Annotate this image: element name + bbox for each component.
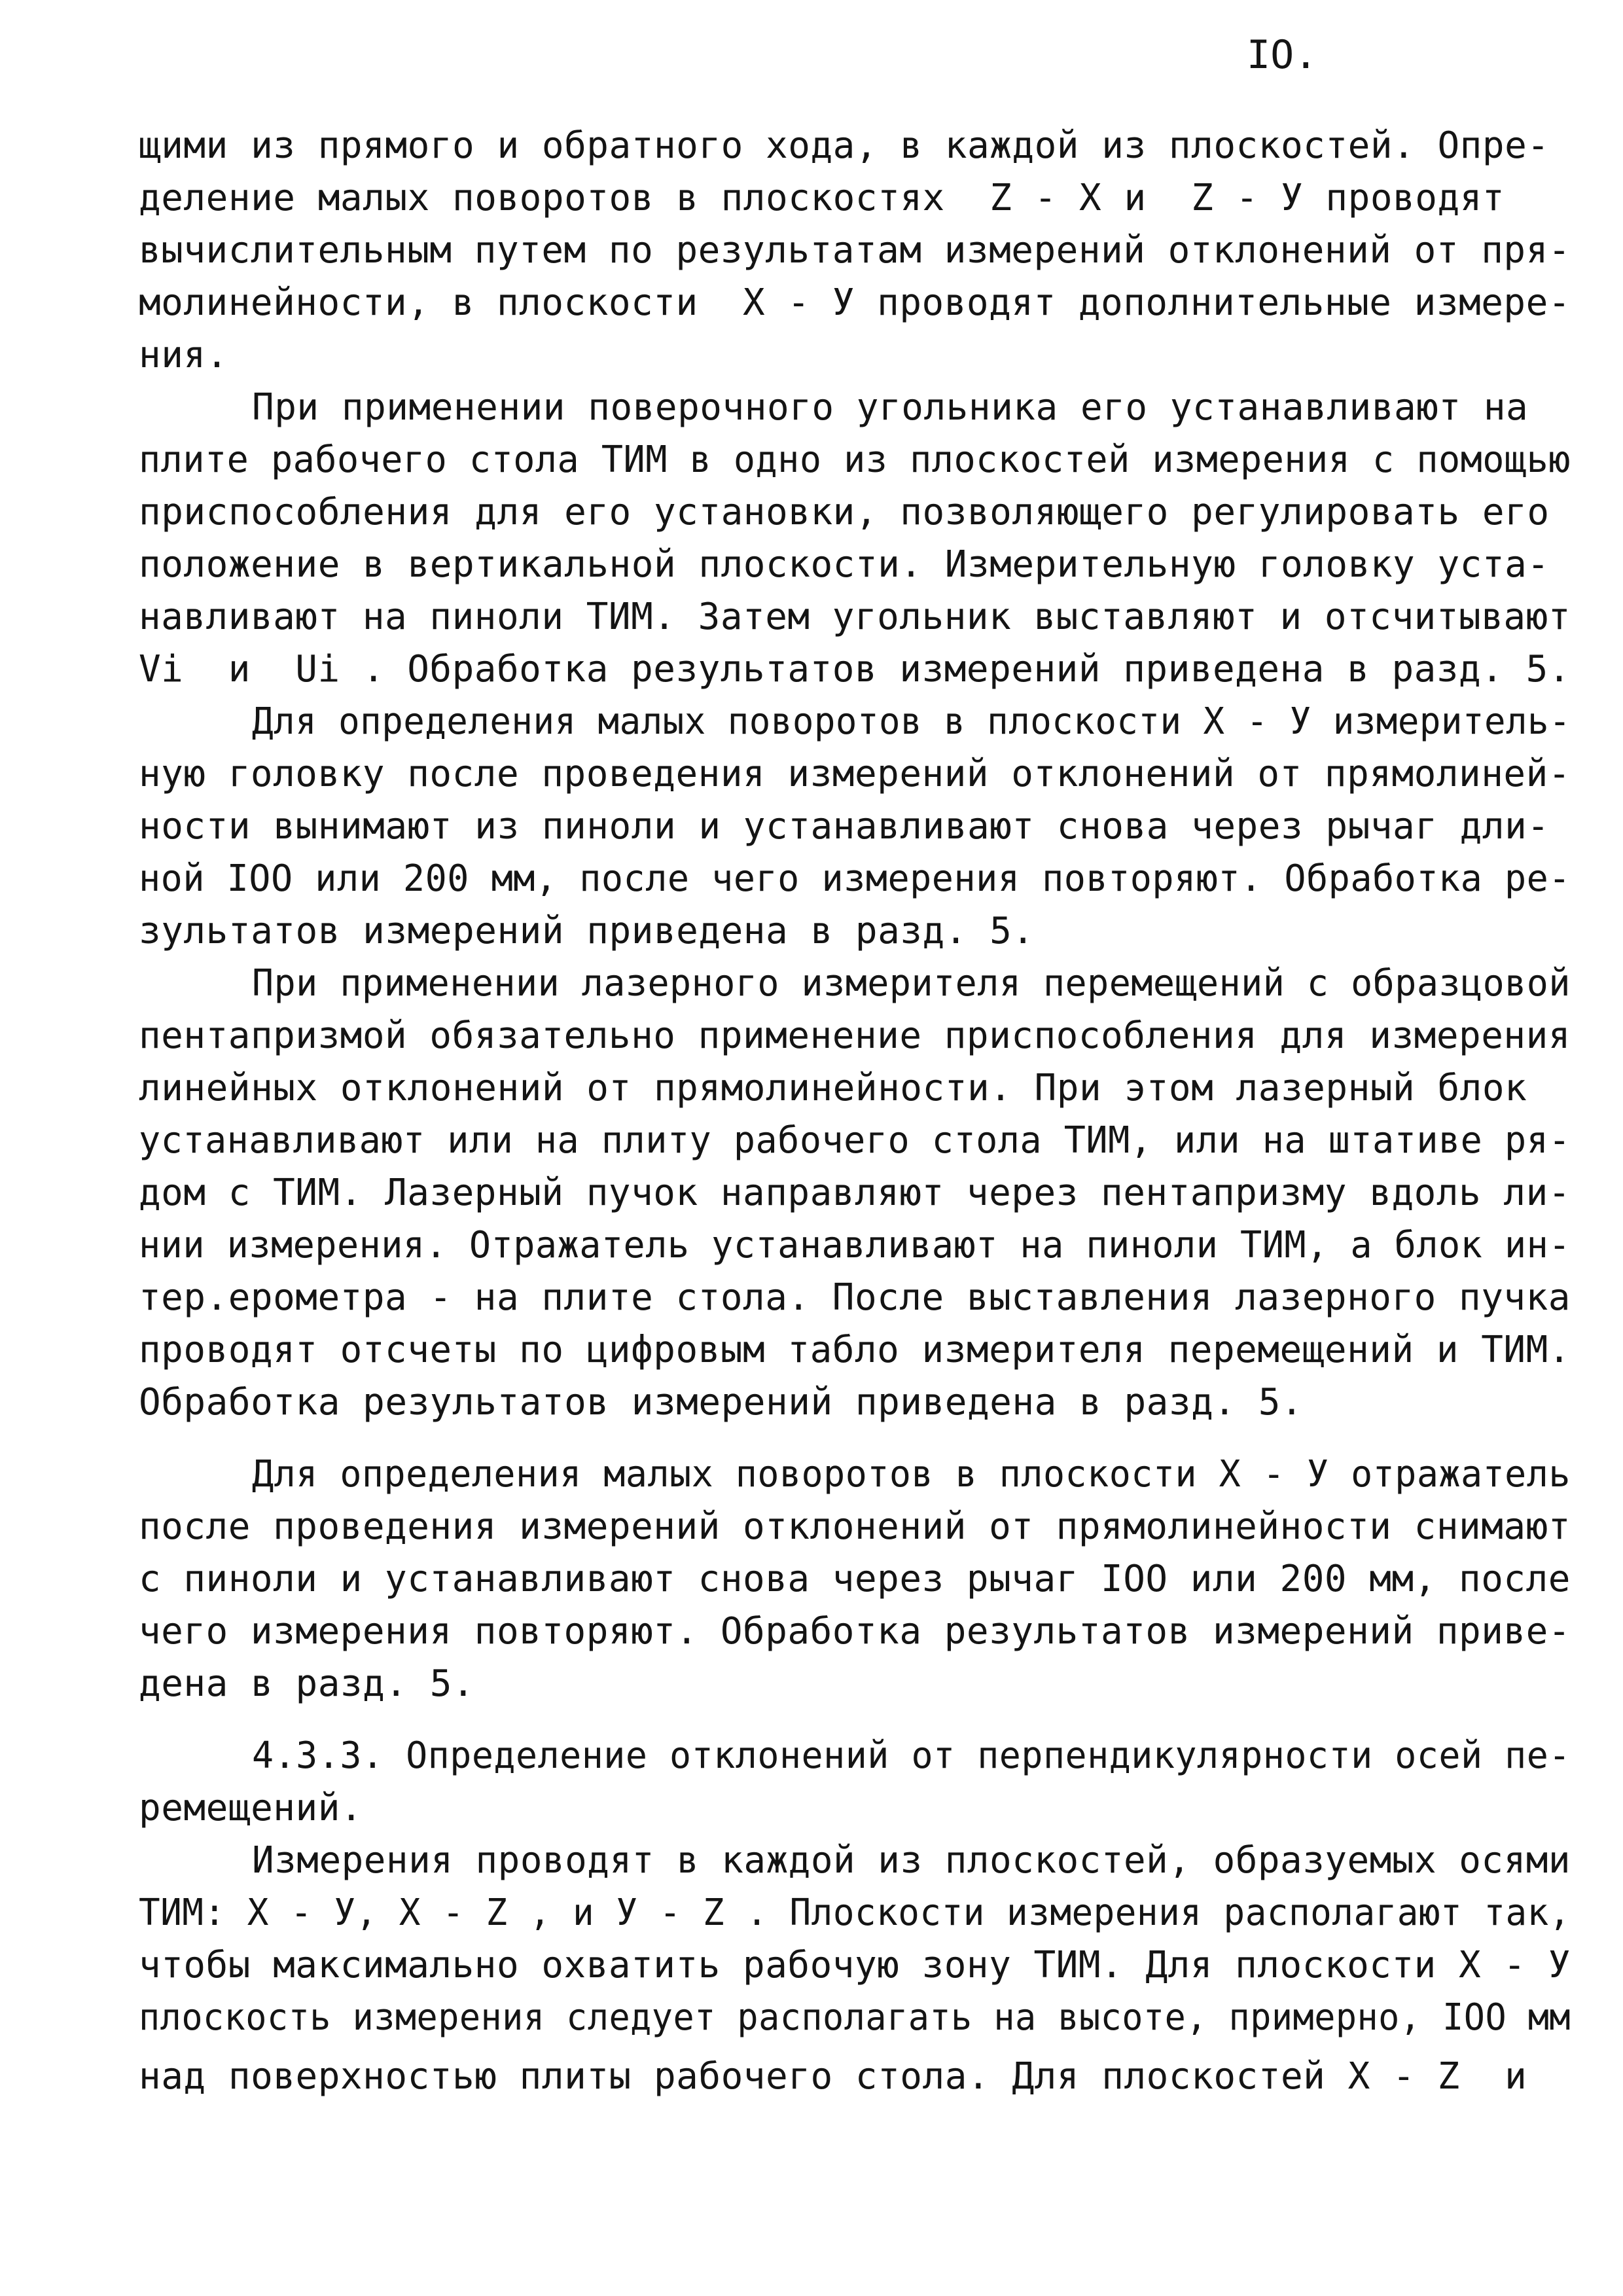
text-line: проводят отсчеты по цифровым табло измерителя перемещений и ТИМ.: [139, 1329, 1571, 1371]
text-line: чего измерения повторяют. Обработка результатов измерений приве-: [139, 1610, 1571, 1653]
text-line: Обработка результатов измерений приведена в разд. 5.: [139, 1381, 1304, 1424]
text-line: над поверхностью плиты рабочего стола. Для плоскостей X - Z и: [139, 2055, 1527, 2098]
text-line: Vi и Ui . Обработка результатов измерений приведена в разд. 5.: [139, 648, 1571, 691]
text-line: пентапризмой обязательно применение приспособления для измерения: [139, 1014, 1571, 1057]
text-line: положение в вертикальной плоскости. Измерительную головку уста-: [139, 543, 1550, 586]
text-line: после проведения измерений отклонений от прямолинейности снимают: [139, 1505, 1571, 1548]
text-line: зультатов измерений приведена в разд. 5.: [139, 910, 1035, 952]
text-line: деление малых поворотов в плоскостях Z - X и Z - У проводят: [139, 177, 1505, 219]
text-line: вычислительным путем по результатам измерений отклонений от пря-: [139, 229, 1571, 272]
page-number: IO.: [1247, 32, 1318, 78]
text-line: Для определения малых поворотов в плоскости X - У измеритель-: [252, 700, 1571, 743]
text-line: линейных отклонений от прямолинейности. При этом лазерный блок: [139, 1067, 1527, 1109]
text-line: чтобы максимально охватить рабочую зону ТИМ. Для плоскости X - У: [139, 1944, 1571, 1986]
text-line: нии измерения. Отражатель устанавливают на пиноли ТИМ, а блок ин-: [139, 1224, 1571, 1266]
text-line: дена в разд. 5.: [139, 1662, 475, 1705]
text-line: ности вынимают из пиноли и устанавливают снова через рычаг дли-: [139, 805, 1550, 848]
text-line: ТИМ: X - У, X - Z , и У - Z . Плоскости измерения располагают так,: [139, 1892, 1571, 1934]
text-line: плоскость измерения следует располагать на высоте, примерно, IOO мм: [139, 1996, 1571, 2039]
text-line: устанавливают или на плиту рабочего стола ТИМ, или на штативе ря-: [139, 1119, 1571, 1162]
text-line: молинейности, в плоскости X - У проводят дополнительные измере-: [139, 281, 1571, 324]
text-line: При применении поверочного угольника его устанавливают на: [252, 386, 1529, 429]
text-line: ной IOO или 200 мм, после чего измерения повторяют. Обработка ре-: [139, 857, 1571, 900]
text-line: ную головку после проведения измерений отклонений от прямолиней-: [139, 753, 1571, 795]
section-heading: 4.3.3. Определение отклонений от перпендикулярности осей пе-: [252, 1734, 1571, 1777]
text-line: с пиноли и устанавливают снова через рычаг IOO или 200 мм, после: [139, 1558, 1571, 1600]
text-line: При применении лазерного измерителя перемещений с образцовой: [252, 962, 1571, 1005]
text-line: навливают на пиноли ТИМ. Затем угольник выставляют и отсчитывают: [139, 596, 1571, 638]
text-line: ния.: [139, 334, 228, 376]
section-heading: ремещений.: [139, 1787, 363, 1829]
text-line: Измерения проводят в каждой из плоскостей, образуемых осями: [252, 1839, 1571, 1882]
text-line: щими из прямого и обратного хода, в каждой из плоскостей. Опре-: [139, 124, 1550, 167]
text-line: плите рабочего стола ТИМ в одно из плоскостей измерения с помощью: [139, 439, 1571, 481]
text-line: дом с ТИМ. Лазерный пучок направляют через пентапризму вдоль ли-: [139, 1172, 1571, 1214]
text-line: приспособления для его установки, позволяющего регулировать его: [139, 491, 1550, 533]
text-line: Для определения малых поворотов в плоскости X - У отражатель: [252, 1453, 1571, 1496]
text-line: тер.ерометра - на плите стола. После выставления лазерного пучка: [139, 1276, 1571, 1319]
